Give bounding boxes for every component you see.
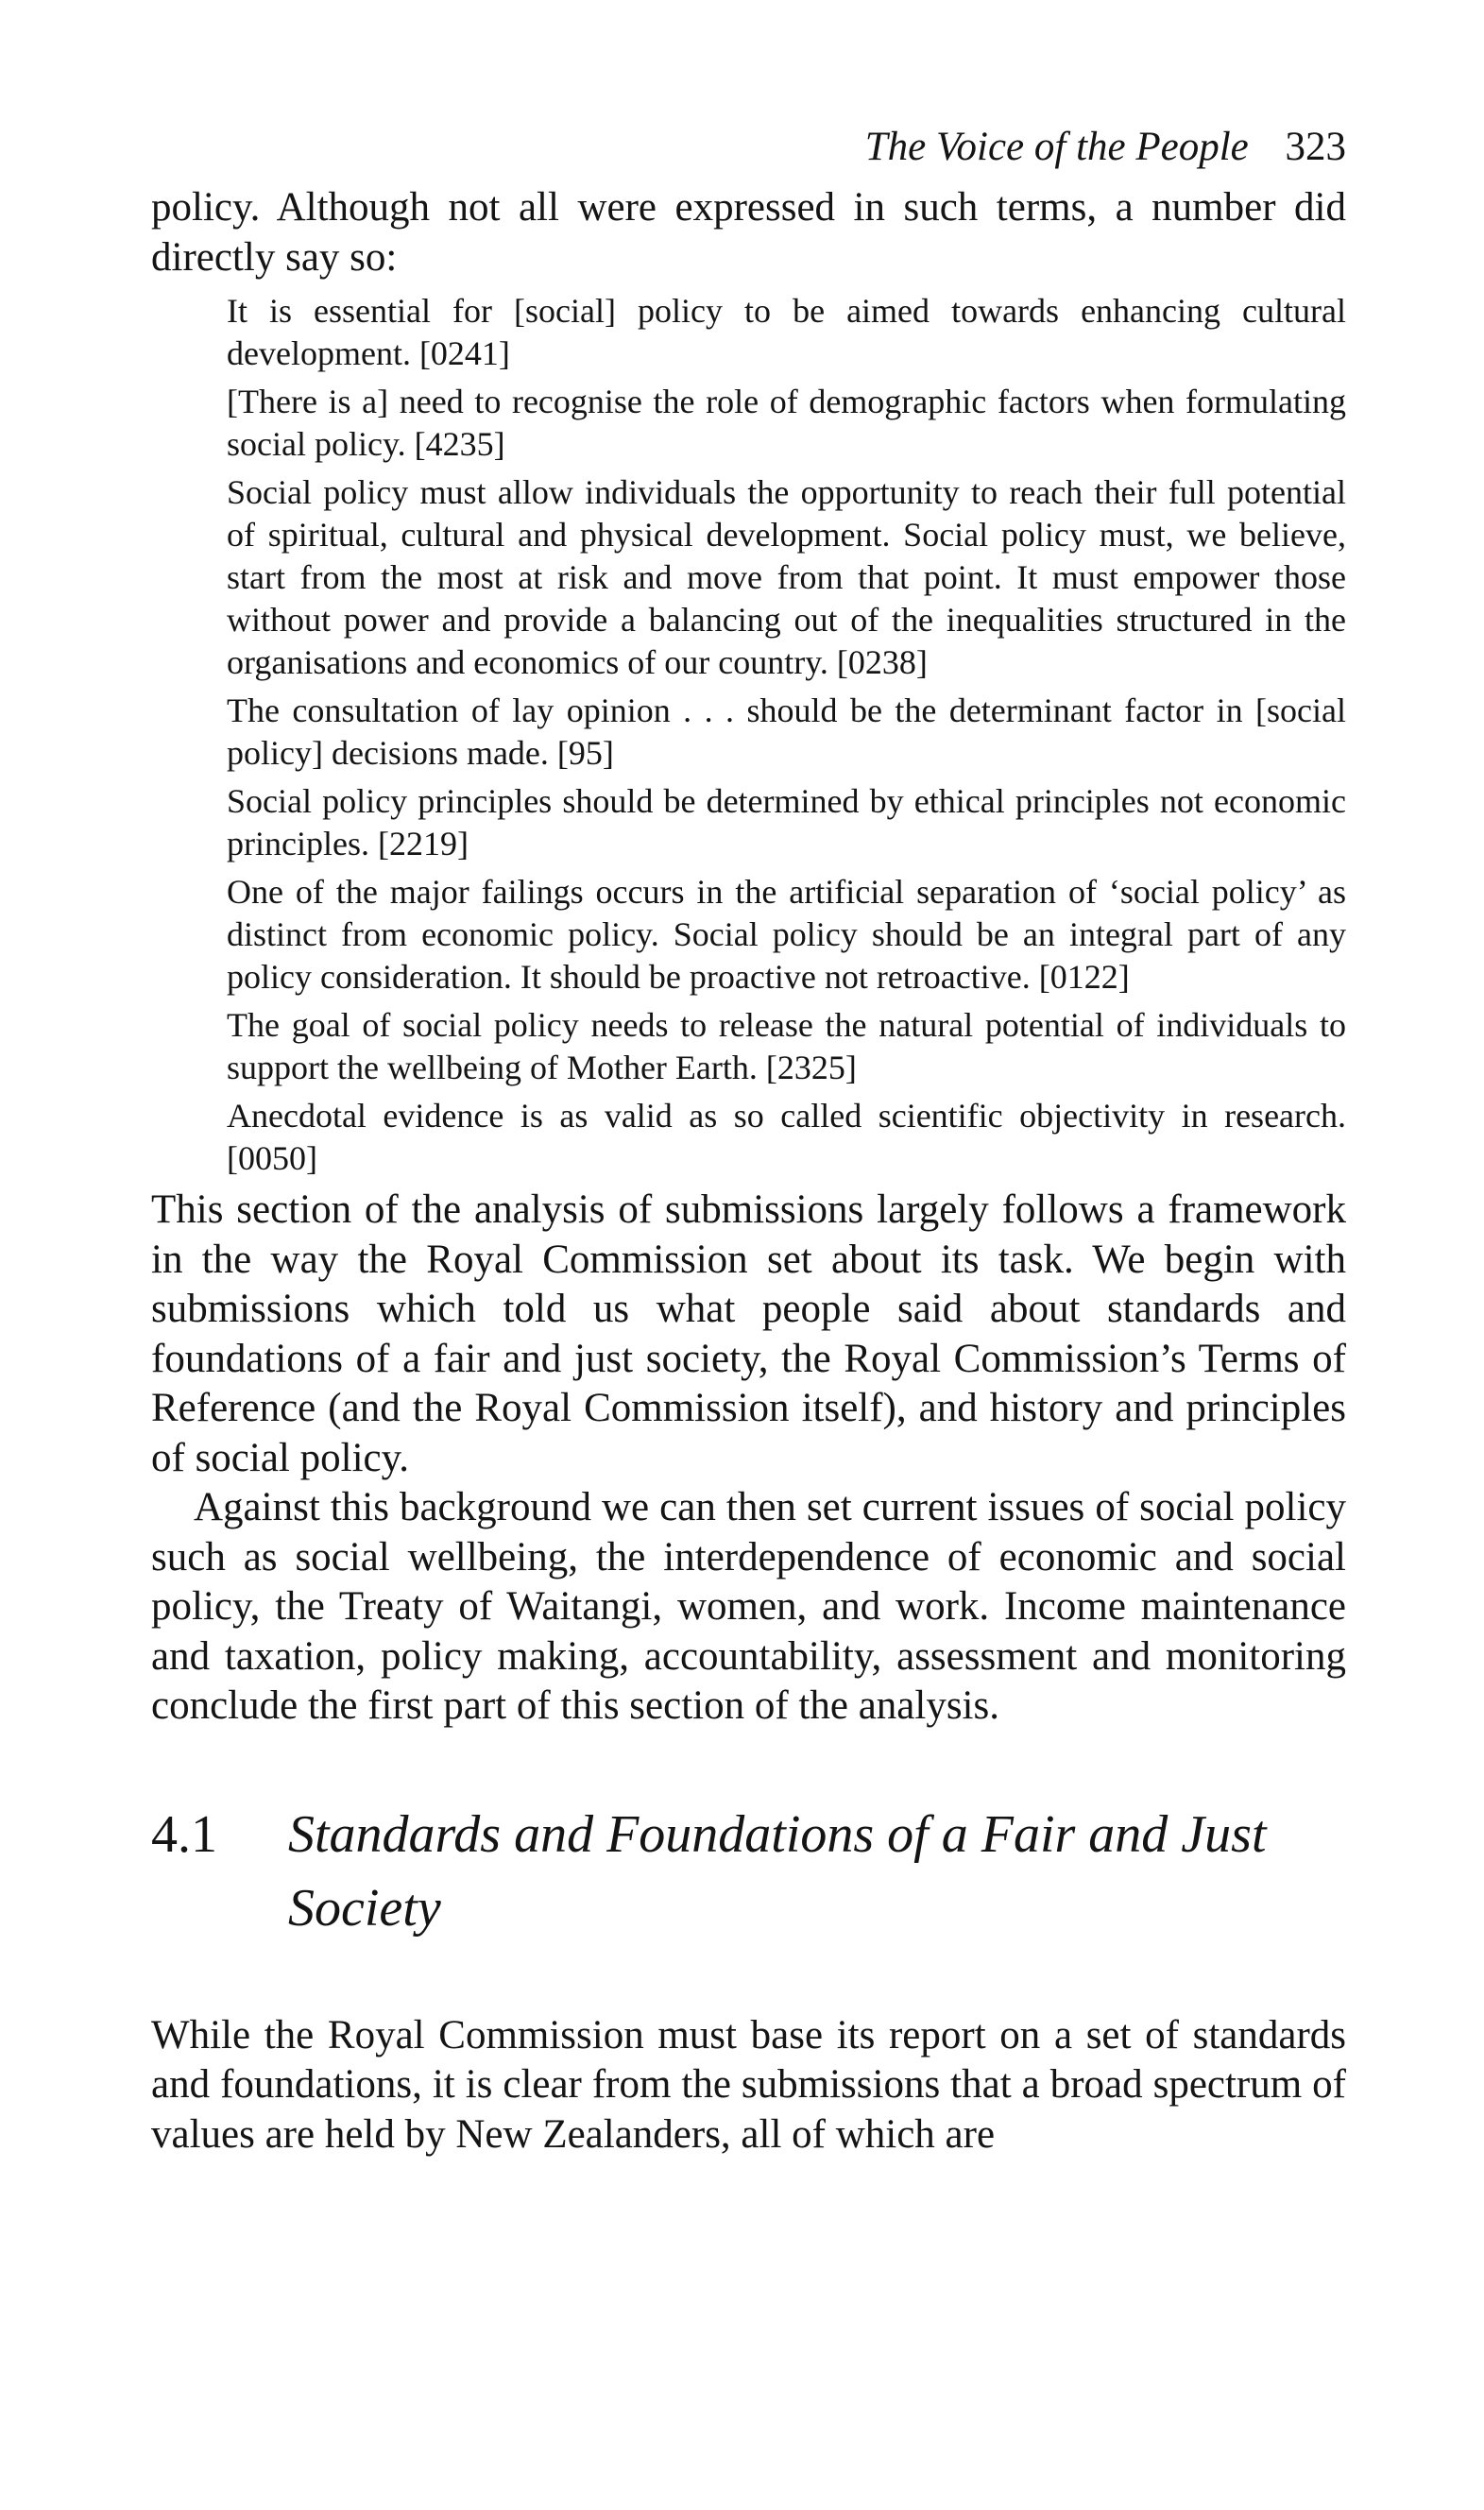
quote-2325: The goal of social policy needs to release the natural potential of individuals to support the wellbeing of Mother Earth. [2325] xyxy=(227,1006,1346,1086)
body-paragraph-background: Against this background we can then set current issues of social policy such as social wellbeing, the interdependence of economic and social policy, the Treaty of Waitangi, women, and work. Income maintenance and taxation, policy making, accountability, assessment and monitoring conclude the first part of this section of the analysis. xyxy=(151,1485,1346,1728)
body-paragraph-framework: This section of the analysis of submissions largely follows a framework in the way the Royal Commission set about its task. We begin with submissions which told us what people said about standards and foundations of a fair and just society, the Royal Commission’s Terms of Reference (and the Royal Commission itself), and history and principles of social policy. xyxy=(151,1187,1346,1480)
running-head xyxy=(151,123,1346,172)
quote-0238: Social policy must allow individuals the opportunity to reach their full potential of spiritual, cultural and physical development. Social policy must, we believe, start from the most at risk and move from that point. It must empower those without power and provide a balancing out of the inequalities structured in the organisations and economics of our country. [0238] xyxy=(227,473,1346,681)
body-paragraph-standards: While the Royal Commission must base its report on a set of standards and foundations, it is clear from the submissions that a broad spectrum of values are held by New Zealanders, all of which are xyxy=(151,2012,1346,2157)
quote-4235: [There is a] need to recognise the role of demographic factors when formulating social policy. [4235] xyxy=(227,383,1346,463)
section-heading xyxy=(151,1798,1346,1945)
quote-0122: One of the major failings occurs in the artificial separation of ‘social policy’ as distinct from economic policy. Social policy should be an integral part of any policy consideration. It should be proactive not retroactive. [0122] xyxy=(227,873,1346,996)
quote-0050: Anecdotal evidence is as valid as so called scientific objectivity in research. [0050] xyxy=(227,1097,1346,1177)
book-page xyxy=(151,123,1346,2160)
quote-list xyxy=(227,290,1346,1180)
quote-2219: Social policy principles should be determined by ethical principles not economic principles. [2219] xyxy=(227,782,1346,862)
section-title: Standards and Foundations of a Fair and Just Society xyxy=(288,1804,1267,1938)
page-number: 323 xyxy=(1285,125,1346,169)
intro-paragraph: policy. Although not all were expressed in such terms, a number did directly say so: xyxy=(151,185,1346,280)
quote-95: The consultation of lay opinion . . . should be the determinant factor in [social policy] decisions made. [95] xyxy=(227,692,1346,772)
running-head-title: The Voice of the People xyxy=(864,125,1249,169)
quote-0241: It is essential for [social] policy to be aimed towards enhancing cultural development. [0241] xyxy=(227,292,1346,372)
section-number: 4.1 xyxy=(151,1804,217,1864)
